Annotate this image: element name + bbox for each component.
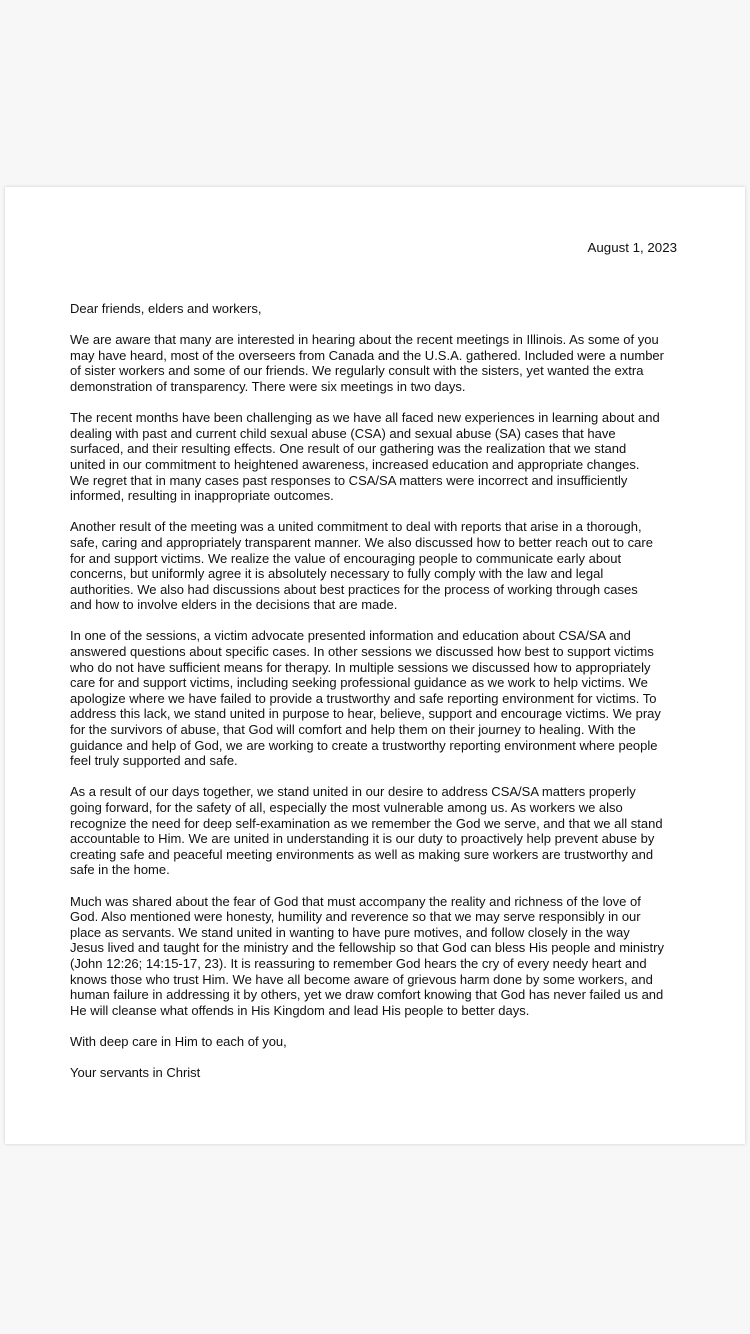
paragraph-line: may have heard, most of the overseers from Canada and the U.S.A. gathered. Included were a number [70, 347, 664, 363]
paragraph-line: Another result of the meeting was a united commitment to deal with reports that arise in a thorough, [70, 519, 642, 535]
paragraph-line: safe, caring and appropriately transparent manner. We also discussed how to better reach out to care [70, 534, 653, 550]
paragraph-4 [70, 628, 692, 768]
letter-date: August 1, 2023 [587, 240, 677, 255]
paragraph-line: for the survivors of abuse, that God will comfort and help them on their journey to healing. With the [70, 722, 636, 738]
paragraph-line: recognize the need for deep self-examination as we remember the God we serve, and that we all stand [70, 815, 663, 831]
paragraph-line: human failure in addressing it by others, yet we draw comfort knowing that God has never failed us and [70, 987, 664, 1003]
paragraph-line: feel truly supported and safe. [70, 753, 238, 769]
signature: Your servants in Christ [70, 1065, 201, 1081]
paragraph-line: concerns, but uniformly agree it is absolutely necessary to fully comply with the law and legal [70, 566, 604, 582]
paragraph-line: Jesus lived and taught for the ministry and the fellowship so that God can bless His people and ministry [70, 940, 664, 956]
paragraph-line: Much was shared about the fear of God that must accompany the reality and richness of the love of [70, 893, 641, 909]
paragraph-line: (John 12:26; 14:15-17, 23). It is reassuring to remember God hears the cry of every needy heart and [70, 955, 647, 971]
paragraph-line: answered questions about specific cases. In other sessions we discussed how best to support victims [70, 644, 654, 660]
paragraph-3 [70, 519, 692, 613]
paragraph-line: accountable to Him. We are united in understanding it is our duty to proactively help prevent abuse by [70, 831, 655, 847]
paragraph-line: knows those who trust Him. We have all become aware of grievous harm done by some workers, and [70, 971, 653, 987]
paragraph-line: of sister workers and some of our friends. We regularly consult with the sisters, yet wanted the extra [70, 363, 644, 379]
paragraph-line: address this lack, we stand united in purpose to hear, believe, support and encourage victims. We pray [70, 706, 661, 722]
paragraph-line: The recent months have been challenging as we have all faced new experiences in learning about and [70, 410, 660, 426]
paragraph-line: apologize where we have failed to provide a trustworthy and safe reporting environment for victims. To [70, 690, 657, 706]
letter-page [5, 187, 745, 1144]
paragraph-6 [70, 894, 692, 1019]
paragraph-line: safe in the home. [70, 862, 170, 878]
paragraph-line: for and support victims. We realize the value of encouraging people to communicate early about [70, 550, 622, 566]
paragraph-line: God. Also mentioned were honesty, humility and reverence so that we may serve responsibly in our [70, 909, 641, 925]
paragraph-line: demonstration of transparency. There were six meetings in two days. [70, 378, 466, 394]
paragraph-line: united in our commitment to heightened awareness, increased education and appropriate changes. [70, 456, 640, 472]
paragraph-5 [70, 784, 692, 878]
paragraph-line: going forward, for the safety of all, especially the most vulnerable among us. As workers we also [70, 800, 623, 815]
paragraph-line: dealing with past and current child sexual abuse (CSA) and sexual abuse (SA) cases that have [70, 425, 616, 441]
paragraph-line: We regret that in many cases past responses to CSA/SA matters were incorrect and insufficiently [70, 472, 628, 488]
paragraph-line: authorities. We also had discussions about best practices for the process of working through cases [70, 581, 638, 597]
paragraph-line: In one of the sessions, a victim advocate presented information and education about CSA/SA and [70, 628, 631, 644]
paragraph-line: guidance and help of God, we are working to create a trustworthy reporting environment where people [70, 737, 658, 753]
letter-body [70, 301, 692, 1096]
paragraph-2 [70, 410, 692, 504]
paragraph-line: care for and support victims, including seeking professional guidance as we work to help victims. We [70, 675, 648, 691]
paragraph-line: creating safe and peaceful meeting environments as well as making sure workers are trustworthy and [70, 846, 654, 862]
closing: With deep care in Him to each of you, [70, 1033, 287, 1049]
salutation: Dear friends, elders and workers, [70, 301, 262, 316]
paragraph-1 [70, 332, 692, 394]
paragraph-line: and how to involve elders in the decisions that are made. [70, 597, 398, 613]
paragraph-line: place as servants. We stand united in wanting to have pure motives, and follow closely in the way [70, 924, 630, 940]
paragraph-line: He will cleanse what offends in His Kingdom and lead His people to better days. [70, 1002, 530, 1018]
paragraph-line: We are aware that many are interested in hearing about the recent meetings in Illinois. As some of you [70, 332, 659, 348]
paragraph-line: As a result of our days together, we stand united in our desire to address CSA/SA matters properly [70, 784, 636, 800]
paragraph-line: surfaced, and their resulting effects. One result of our gathering was the realization that we stand [70, 441, 627, 457]
paragraph-line: who do not have sufficient means for therapy. In multiple sessions we discussed how to appropriately [70, 659, 651, 675]
paragraph-line: informed, resulting in inappropriate outcomes. [70, 488, 334, 504]
